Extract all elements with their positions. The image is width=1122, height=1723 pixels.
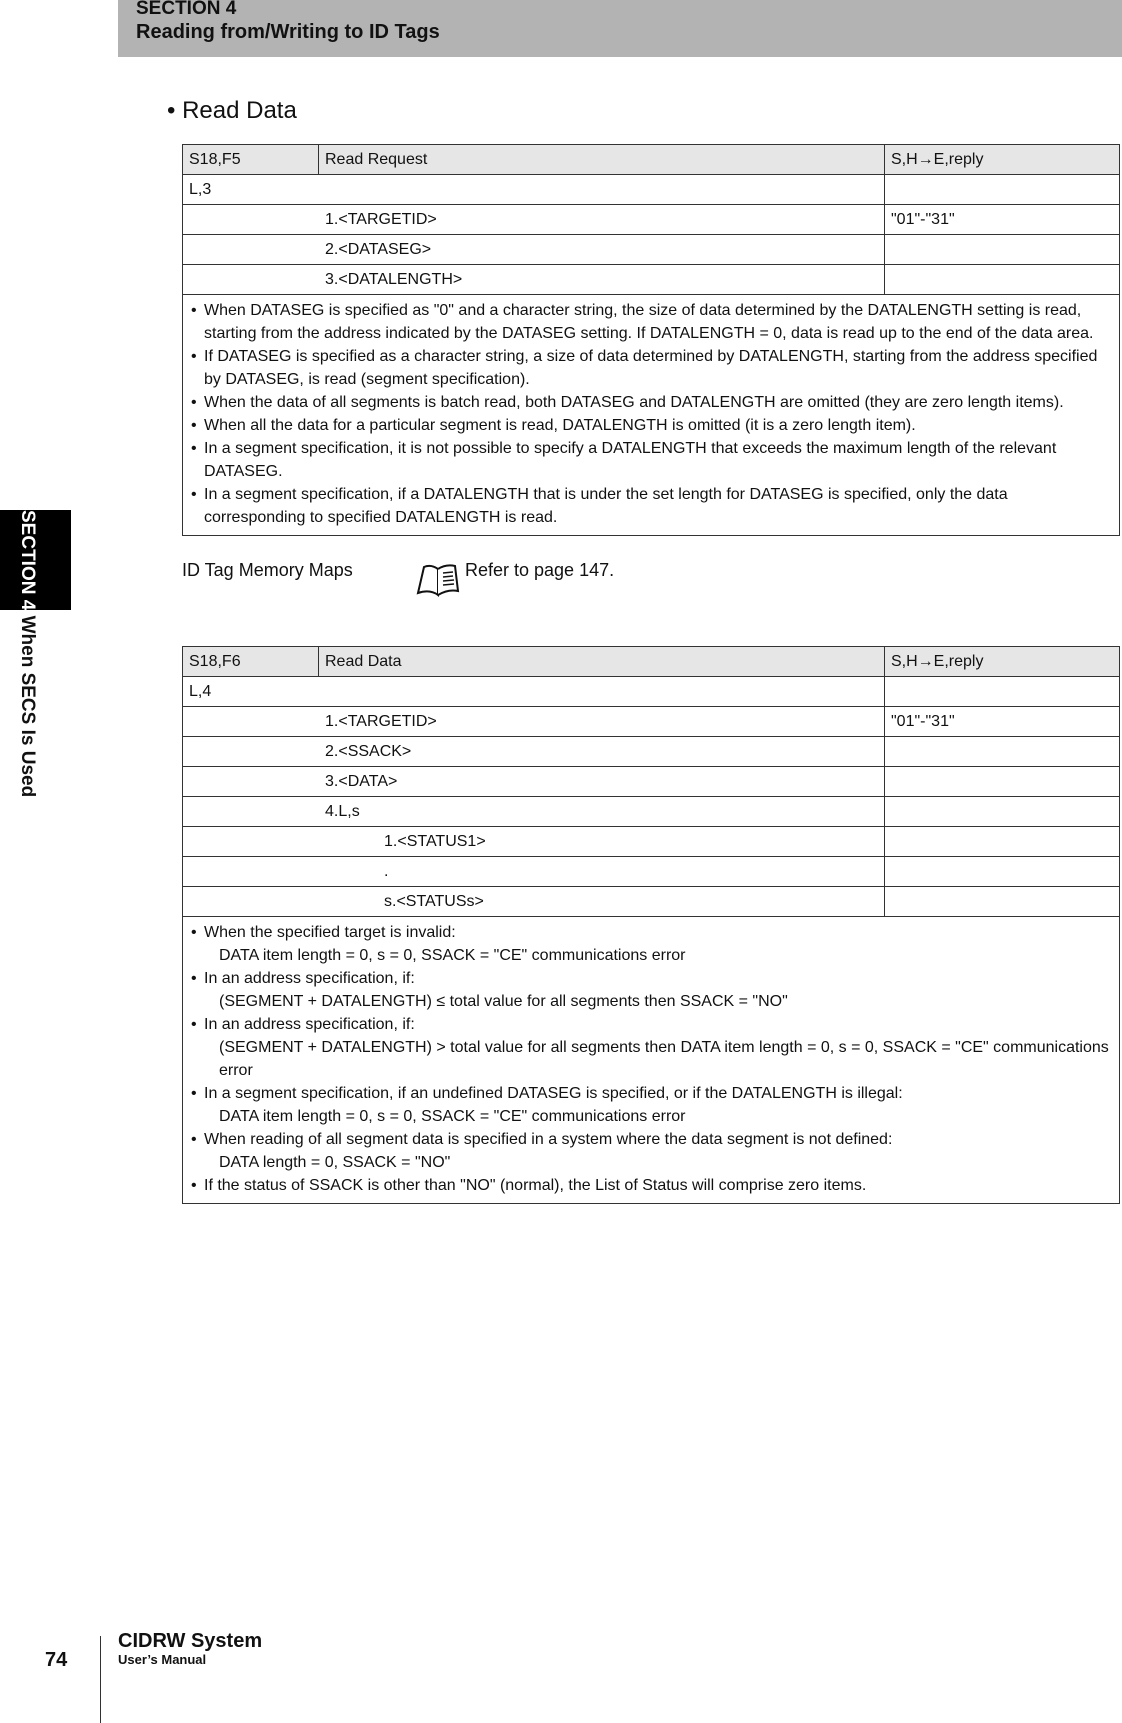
note-text: When reading of all segment data is specified in a system where the data segment is not defined: [204,1131,893,1148]
section-title: Reading from/Writing to ID Tags [136,21,440,43]
item-value [885,175,1120,205]
list-item: L,4 [183,677,885,707]
note-text: In a segment specification, if an undefined DATASEG is specified, or if the DATALENGTH is illegal: [204,1085,903,1102]
section-label: SECTION 4 [136,0,237,19]
item-value [885,767,1120,797]
page-number: 74 [45,1649,68,1671]
list-item: 1.<STATUS1> [183,827,885,857]
note-item: • In a segment specification, if a DATALENGTH that is under the set length for DATASEG is specified, only the data corresponding to specified DATALENGTH is read. [189,483,1113,529]
table-row [183,205,1120,235]
message-direction: S,H→E,reply [885,647,1120,677]
notes-cell [183,917,1120,1204]
item-value [885,265,1120,295]
side-tab-section: SECTION 4 [17,510,38,611]
list-item: 2.<SSACK> [183,737,885,767]
table-header-row [183,647,1120,677]
note-item: • When all the data for a particular segment is read, DATALENGTH is omitted (it is a zero length item). [189,414,1113,437]
table-row [183,857,1120,887]
table-header-row [183,145,1120,175]
note-text: In an address specification, if: [204,970,415,987]
table-row [183,827,1120,857]
list-item: 1.<TARGETID> [183,707,885,737]
list-item: 2.<DATASEG> [183,235,885,265]
table-row [183,677,1120,707]
note-text: When the specified target is invalid: [204,924,456,941]
side-tab-text [16,510,38,797]
item-value [885,797,1120,827]
note-text: If the status of SSACK is other than "NO" (normal), the List of Status will comprise zero items. [204,1177,867,1194]
note-item [189,1174,1113,1197]
list-item: s.<STATUSs> [183,887,885,917]
note-item [189,1013,1113,1082]
message-code: S18,F5 [183,145,319,175]
notes-cell [183,295,1120,536]
notes-row [183,295,1120,536]
notes-row [183,917,1120,1204]
list-item: . [183,857,885,887]
message-code: S18,F6 [183,647,319,677]
note-detail: DATA length = 0, SSACK = "NO" [219,1154,451,1171]
item-value [885,235,1120,265]
table-row [183,235,1120,265]
note-item [189,967,1113,1013]
note-text: In an address specification, if: [204,1016,415,1033]
manual-title: CIDRW System [118,1630,263,1652]
note-item: • When DATASEG is specified as "0" and a character string, the size of data determined by the DATALENGTH setting is read, starting from the address indicated by the DATASEG setting. If DATALENGTH = 0, data is read up to the end of the data area. [189,299,1113,345]
list-item: 3.<DATA> [183,767,885,797]
item-value: "01"-"31" [885,205,1120,235]
item-value [885,737,1120,767]
note-detail: (SEGMENT + DATALENGTH) ≤ total value for all segments then SSACK = "NO" [219,993,788,1010]
note-item: • In a segment specification, it is not possible to specify a DATALENGTH that exceeds the maximum length of the relevant DATASEG. [189,437,1113,483]
manual-subtitle: User’s Manual [118,1652,207,1667]
note-item [189,1128,1113,1174]
footer-divider [100,1636,101,1723]
table-row [183,767,1120,797]
note-item [189,1082,1113,1128]
table-row [183,737,1120,767]
list-item: 4.L,s [183,797,885,827]
item-value: "01"-"31" [885,707,1120,737]
message-name: Read Request [319,145,885,175]
reference-link[interactable]: Refer to page 147. [465,560,615,580]
read-request-table [182,144,1120,536]
item-value [885,857,1120,887]
note-detail: DATA item length = 0, s = 0, SSACK = "CE" communications error [219,1108,686,1125]
table-row [183,887,1120,917]
section-heading: • Read Data [167,97,297,124]
table-row [183,707,1120,737]
note-item: • If DATASEG is specified as a character string, a size of data determined by DATALENGTH, starting from the address specified by DATASEG, is read (segment specification). [189,345,1113,391]
reference-label: ID Tag Memory Maps [182,560,353,580]
message-name: Read Data [319,647,885,677]
list-item: 1.<TARGETID> [183,205,885,235]
item-value [885,677,1120,707]
read-data-table [182,646,1120,1204]
list-item: 3.<DATALENGTH> [183,265,885,295]
list-item: L,3 [183,175,885,205]
table-row [183,175,1120,205]
note-detail: (SEGMENT + DATALENGTH) > total value for all segments then DATA item length = 0, s = 0, SSACK = "CE" communications error [219,1039,1109,1079]
item-value [885,827,1120,857]
side-tab-label: When SECS Is Used [17,615,38,798]
note-detail: DATA item length = 0, s = 0, SSACK = "CE" communications error [219,947,686,964]
page-header [118,0,1122,57]
table-row [183,265,1120,295]
table-row [183,797,1120,827]
note-item [189,921,1113,967]
book-icon [415,561,461,602]
message-direction: S,H→E,reply [885,145,1120,175]
note-item: • When the data of all segments is batch read, both DATASEG and DATALENGTH are omitted (they are zero length items). [189,391,1113,414]
item-value [885,887,1120,917]
